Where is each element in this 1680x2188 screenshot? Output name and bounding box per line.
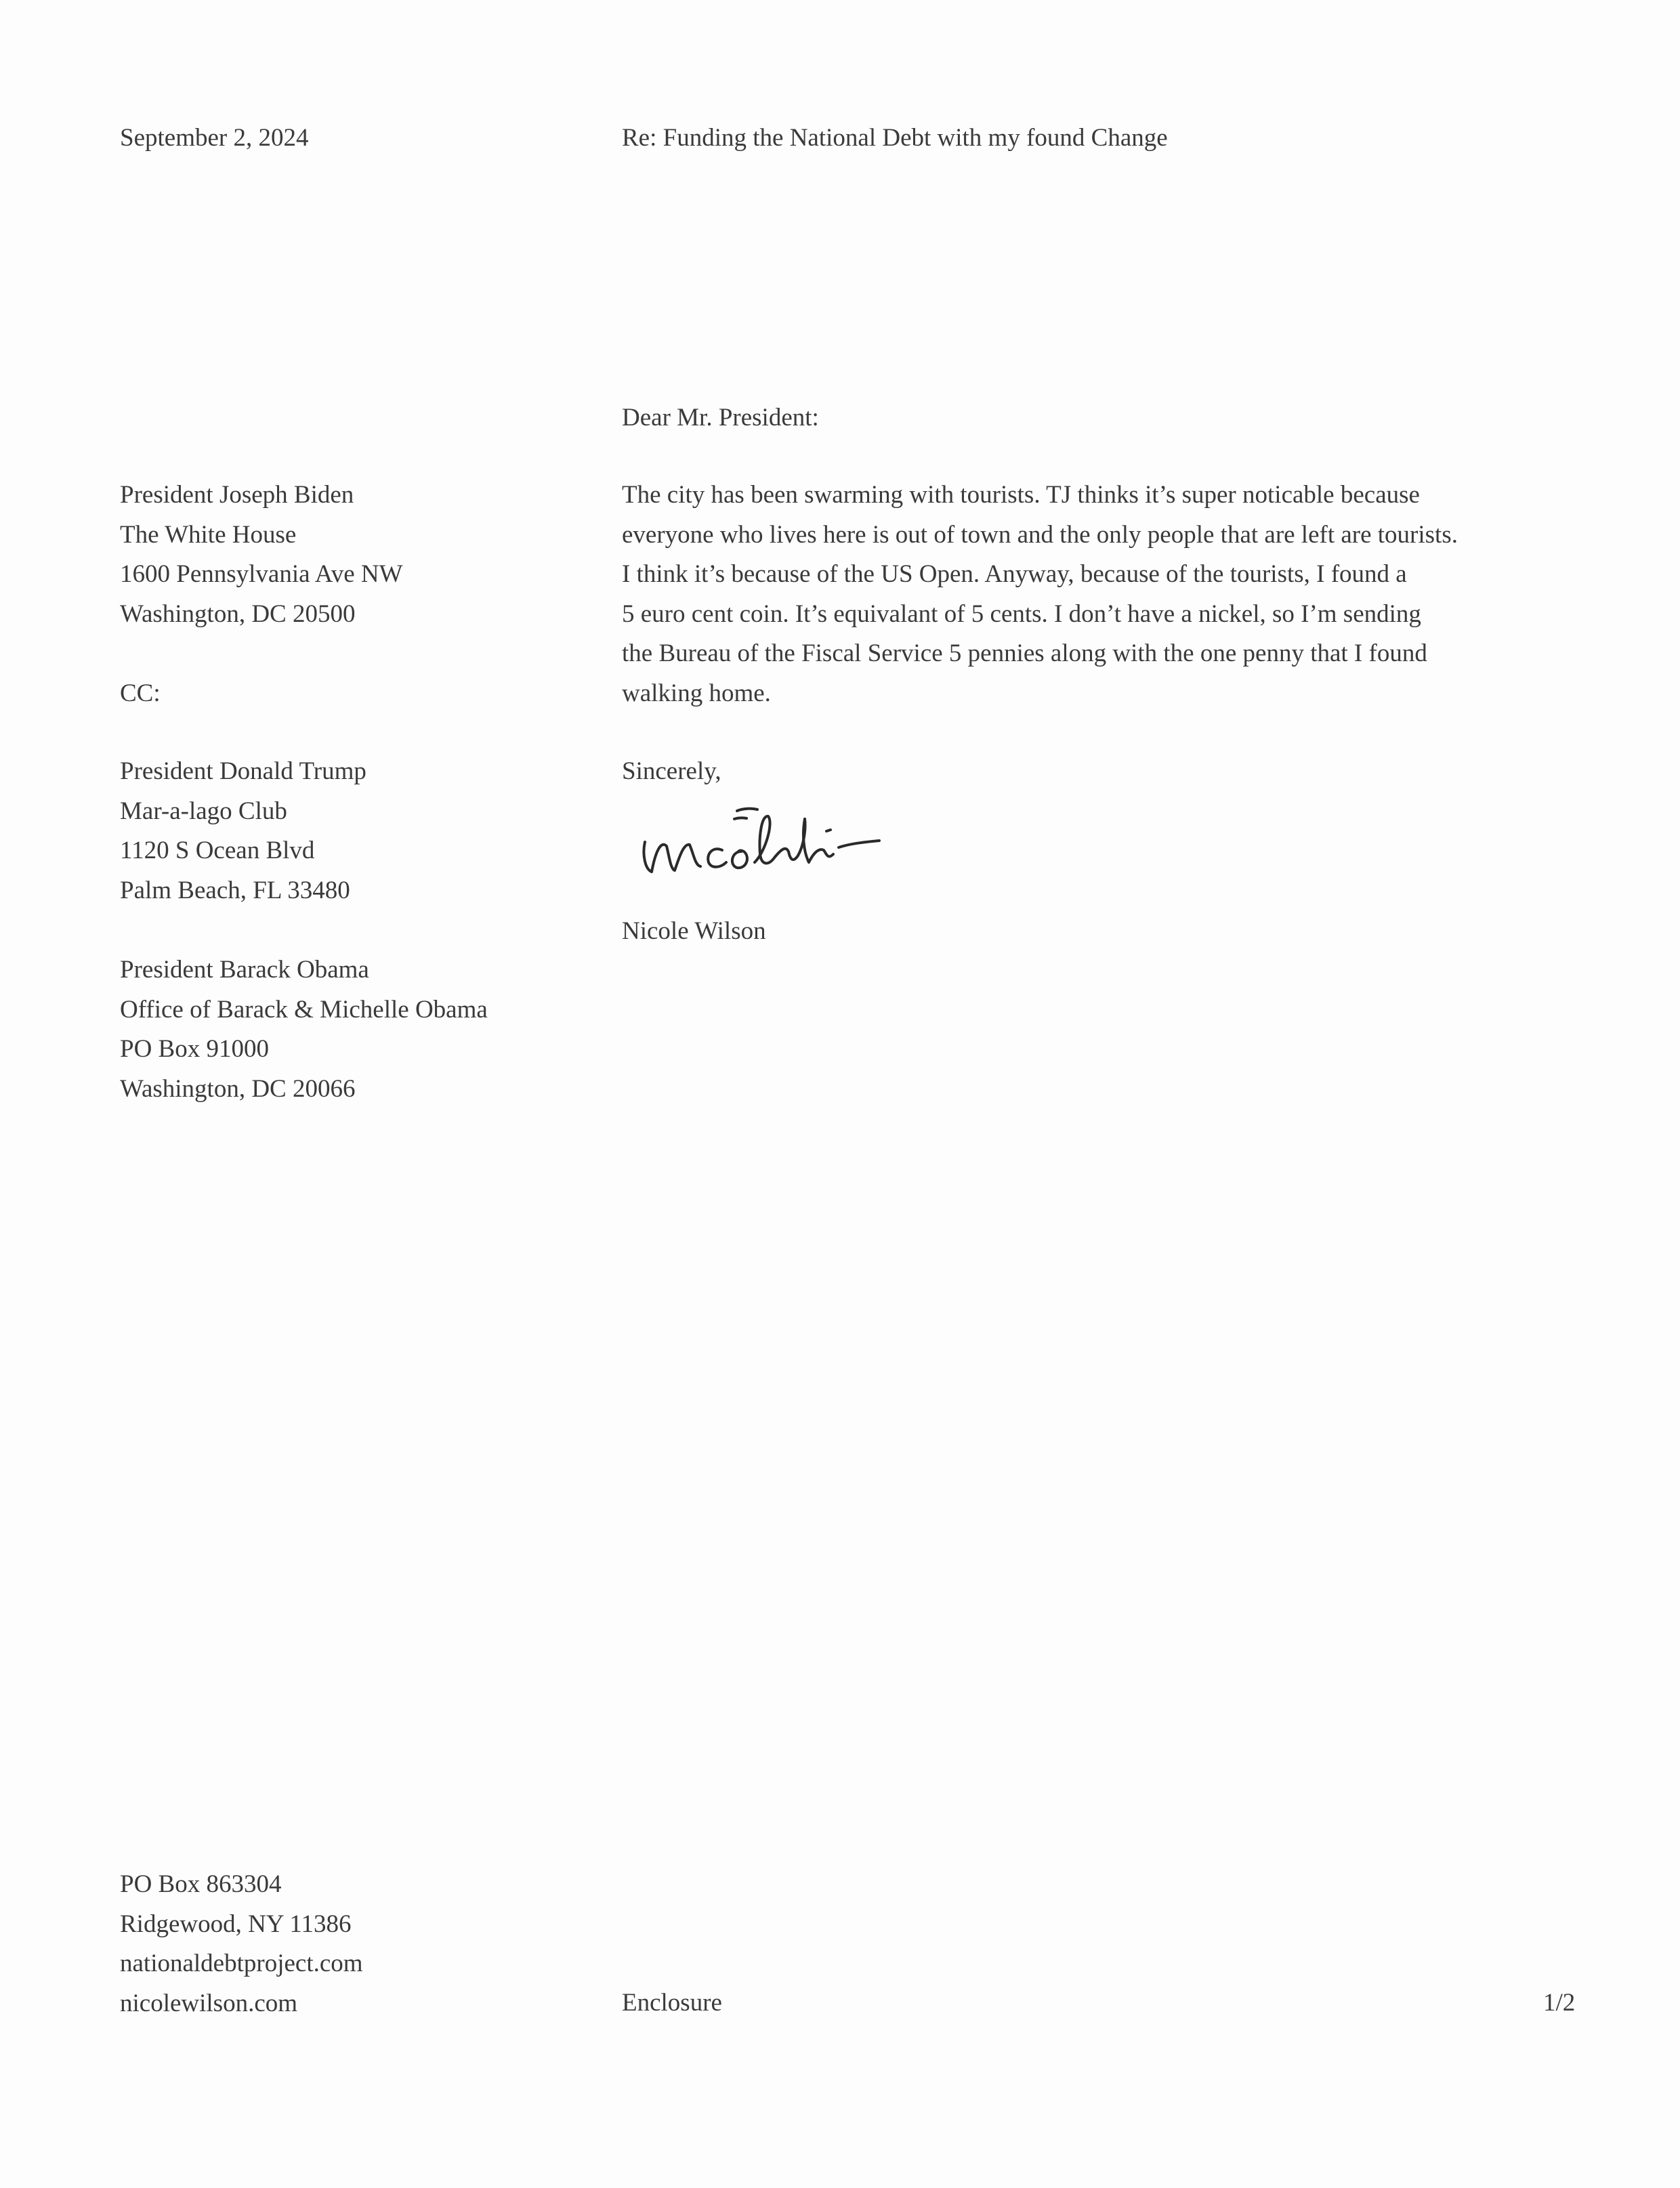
- recipient-name: President Joseph Biden: [120, 481, 354, 509]
- recipient-address: [120, 476, 403, 634]
- sender-website: nationaldebtproject.com: [120, 1950, 363, 1977]
- body-line: I think it’s because of the US Open. Anyway, because of the tourists, I found a: [622, 560, 1407, 589]
- recipient-address-line: The White House: [120, 520, 297, 549]
- letter-date: September 2, 2024: [120, 124, 309, 152]
- page-number: 1/2: [1543, 1989, 1576, 2017]
- letter-subject: Re: Funding the National Debt with my found Change: [622, 124, 1168, 152]
- cc-address-line: Palm Beach, FL 33480: [120, 876, 350, 904]
- letter-body: [622, 476, 1570, 714]
- body-line: walking home.: [622, 679, 771, 707]
- enclosure-note: Enclosure: [622, 1989, 722, 2017]
- body-line: everyone who lives here is out of town and the only people that are left are tourists.: [622, 520, 1458, 549]
- sender-address-line: PO Box 863304: [120, 1870, 282, 1898]
- cc-address-line: 1120 S Ocean Blvd: [120, 837, 315, 864]
- handwritten-signature: [635, 789, 961, 891]
- cc-address-line: PO Box 91000: [120, 1035, 269, 1063]
- letter-salutation: Dear Mr. President:: [622, 404, 819, 432]
- recipient-address-line: 1600 Pennsylvania Ave NW: [120, 560, 403, 588]
- cc-address: [120, 950, 488, 1109]
- cc-recipient-name: President Barack Obama: [120, 956, 369, 984]
- body-line: The city has been swarming with tourists. TJ thinks it’s super noticable because: [622, 481, 1420, 509]
- cc-address: [120, 752, 366, 910]
- cc-address-line: Mar-a-lago Club: [120, 797, 287, 825]
- body-line: the Bureau of the Fiscal Service 5 pennies along with the one penny that I found: [622, 639, 1427, 668]
- cc-recipient-name: President Donald Trump: [120, 757, 366, 785]
- cc-address-line: Office of Barack & Michelle Obama: [120, 995, 488, 1024]
- sender-address: [120, 1865, 363, 2023]
- cc-label: CC:: [120, 679, 161, 707]
- sender-address-line: Ridgewood, NY 11386: [120, 1910, 352, 1938]
- body-line: 5 euro cent coin. It’s equivalant of 5 cents. I don’t have a nickel, so I’m sending: [622, 599, 1421, 628]
- signer-name: Nicole Wilson: [622, 917, 766, 945]
- sender-website: nicolewilson.com: [120, 1989, 298, 2017]
- recipient-address-line: Washington, DC 20500: [120, 599, 356, 628]
- cc-address-line: Washington, DC 20066: [120, 1074, 356, 1103]
- valediction: Sincerely,: [622, 757, 721, 785]
